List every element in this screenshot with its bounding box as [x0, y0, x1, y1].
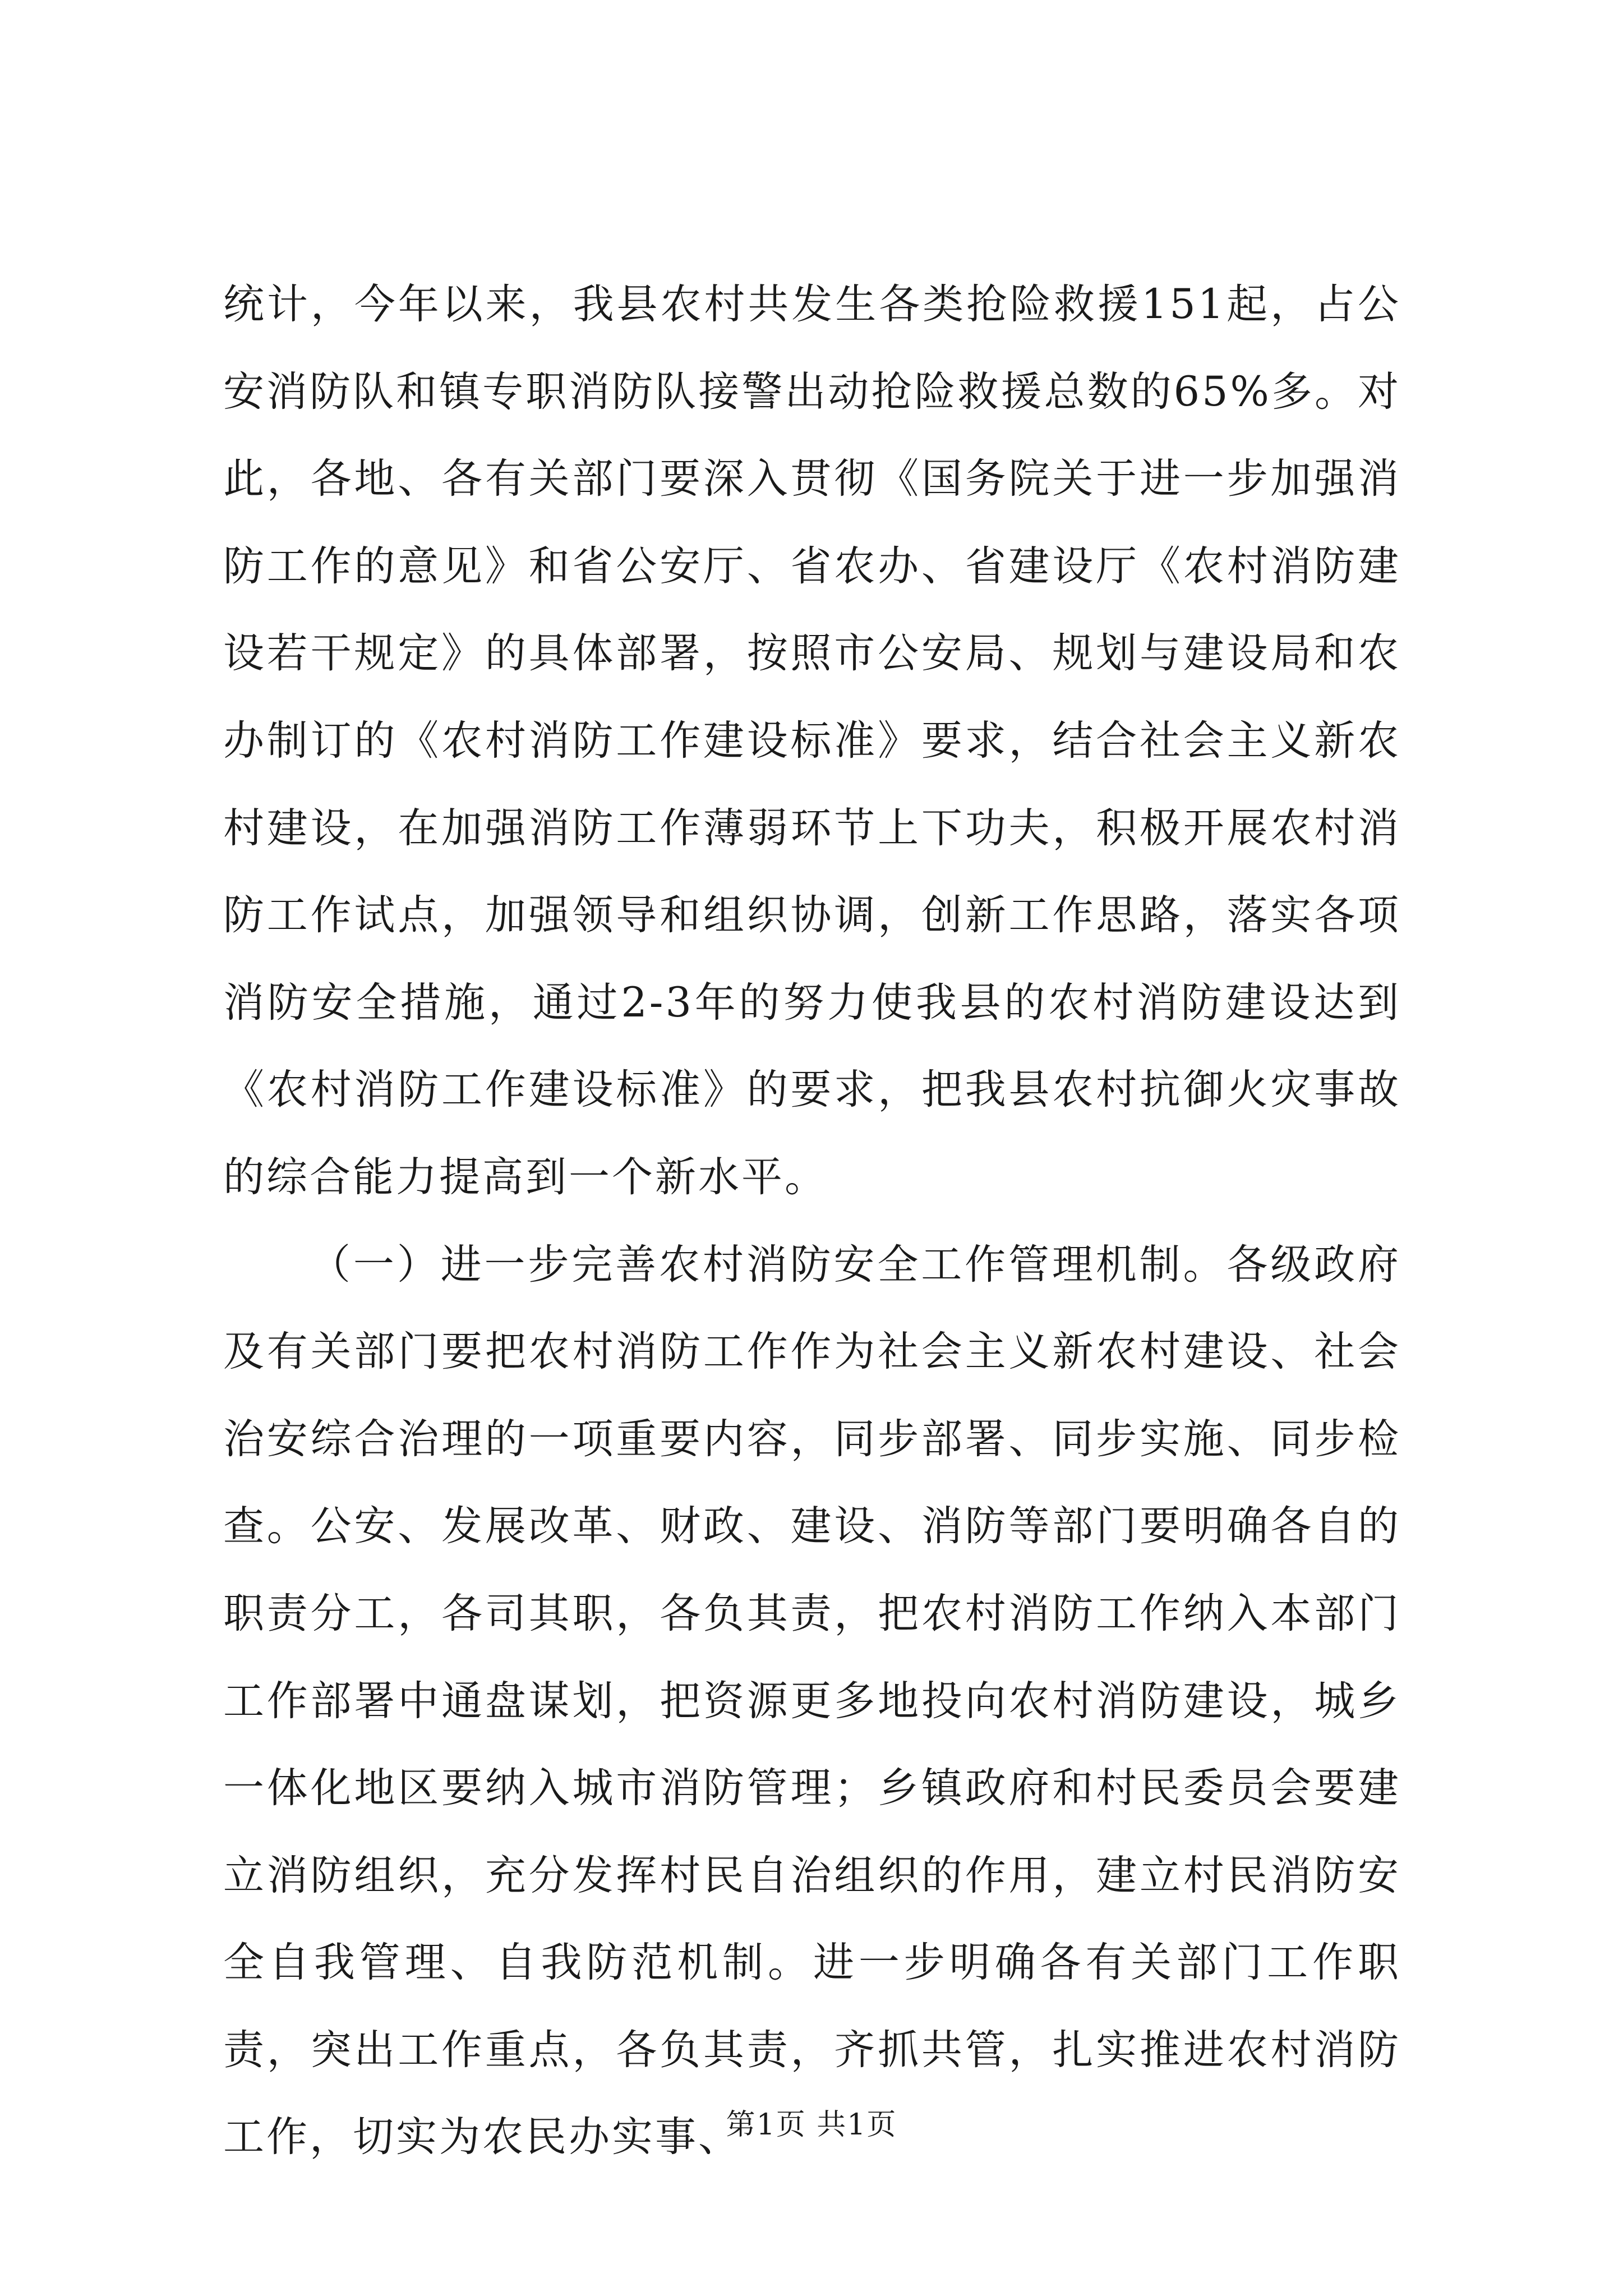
paragraph-continuation: 统计，今年以来，我县农村共发生各类抢险救援151起，占公安消防队和镇专职消防队接警出动抢险救援总数的65%多。对此，各地、各有关部门要深入贯彻《国务院关于进一步加强消防工作的意见》和省公安厅、省农办、省建设厅《农村消防建设若干规定》的具体部署，按照市公安局、规划与建设局和农办制订的《农村消防工作建设标准》要求，结合社会主义新农村建设，在加强消防工作薄弱环节上下功夫，积极开展农村消防工作试点，加强领导和组织协调，创新工作思路，落实各项消防安全措施，通过2-3年的努力使我县的农村消防建设达到《农村消防工作建设标准》的要求，把我县农村抗御火灾事故的综合能力提高到一个新水平。 [223, 280, 1401, 1201]
page-footer: 第1页 共1页 [726, 2108, 897, 2142]
paragraph-section-one: （一）进一步完善农村消防安全工作管理机制。各级政府及有关部门要把农村消防工作作为社会主义新农村建设、社会治安综合治理的一项重要内容，同步部署、同步实施、同步检查。公安、发展改革、财政、建设、消防等部门要明确各自的职责分工，各司其职，各负其责，把农村消防工作纳入本部门工作部署中通盘谋划，把资源更多地投向农村消防建设，城乡一体化地区要纳入城市消防管理；乡镇政府和村民委员会要建立消防组织，充分发挥村民自治组织的作用，建立村民消防安全自我管理、自我防范机制。进一步明确各有关部门工作职责，突出工作重点，各负其责，齐抓共管，扎实推进农村消防工作，切实为农民办实事、 [223, 1240, 1401, 2161]
document-body [223, 261, 1401, 2181]
